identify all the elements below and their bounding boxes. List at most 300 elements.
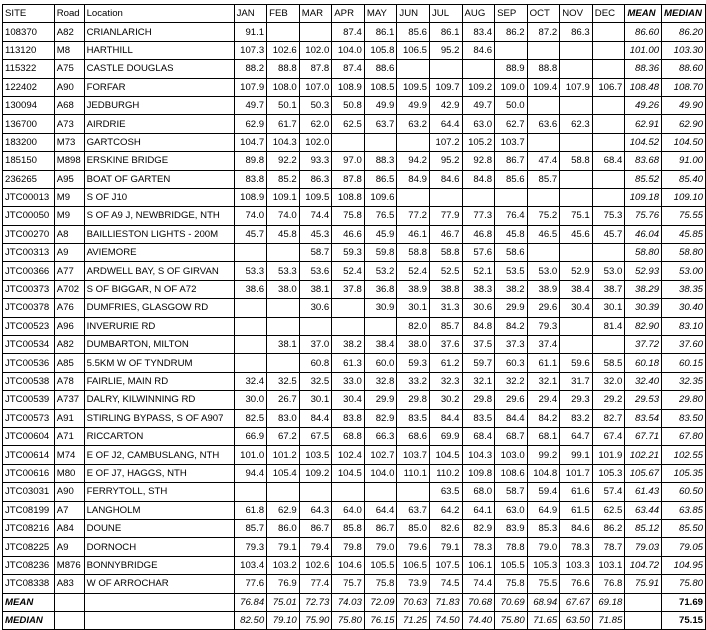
month-value-cell: 85.7 [527,170,560,188]
month-value-cell: 66.9 [234,427,267,445]
road-cell: A71 [54,427,84,445]
month-value-cell: 105.5 [495,556,528,574]
mean-cell: 79.03 [625,538,662,556]
month-value-cell: 105.5 [364,556,397,574]
mean-cell: 85.52 [625,170,662,188]
road-cell: A77 [54,262,84,280]
table-row [3,133,706,151]
month-value-cell: 29.4 [527,391,560,409]
road-cell: A8 [54,225,84,243]
table-row [3,519,706,537]
summary-cell: 75.01 [267,593,300,611]
month-value-cell [234,299,267,317]
location-cell: GARTCOSH [84,133,234,151]
mean-cell: 37.72 [625,336,662,354]
location-cell: CASTLE DOUGLAS [84,60,234,78]
mean-cell: 32.40 [625,372,662,390]
site-cell: JTC08199 [3,501,55,519]
month-value-cell: 107.5 [429,556,462,574]
month-value-cell: 64.1 [462,501,495,519]
mean-cell: 108.48 [625,78,662,96]
month-value-cell: 29.8 [397,391,430,409]
month-value-cell [429,188,462,206]
mean-cell: 61.43 [625,483,662,501]
median-cell: 75.55 [662,207,706,225]
month-value-cell: 61.1 [527,354,560,372]
mean-cell: 38.29 [625,280,662,298]
month-value-cell: 37.0 [299,336,332,354]
month-value-cell: 68.1 [527,427,560,445]
month-value-cell: 59.4 [527,483,560,501]
median-cell: 104.50 [662,133,706,151]
summary-cell: 63.50 [560,611,593,629]
month-value-cell: 75.8 [495,575,528,593]
month-value-cell: 76.5 [364,207,397,225]
table-row [3,244,706,262]
month-value-cell: 62.0 [299,115,332,133]
month-value-cell: 83.8 [234,170,267,188]
month-value-cell: 46.7 [429,225,462,243]
location-cell: LANGHOLM [84,501,234,519]
mean-cell: 104.52 [625,133,662,151]
month-value-cell [495,188,528,206]
month-value-cell: 79.1 [429,538,462,556]
median-cell: 30.40 [662,299,706,317]
month-value-cell: 67.2 [267,427,300,445]
month-value-cell: 73.9 [397,575,430,593]
month-value-cell: 75.1 [560,207,593,225]
month-value-cell: 46.1 [397,225,430,243]
median-cell: 83.10 [662,317,706,335]
month-value-cell [560,336,593,354]
road-cell: M876 [54,556,84,574]
month-value-cell: 91.1 [234,23,267,41]
month-value-cell [592,336,625,354]
month-value-cell: 38.7 [592,280,625,298]
month-value-cell: 109.4 [527,78,560,96]
month-value-cell: 104.5 [332,464,365,482]
month-value-cell: 50.0 [495,96,528,114]
month-value-cell: 36.8 [364,280,397,298]
table-row [3,556,706,574]
month-value-cell [592,115,625,133]
mean-cell: 60.18 [625,354,662,372]
month-value-cell: 38.9 [527,280,560,298]
site-cell: 236265 [3,170,55,188]
month-value-cell: 86.1 [364,23,397,41]
month-value-cell [560,244,593,262]
month-value-cell: 53.0 [527,262,560,280]
road-cell: M73 [54,133,84,151]
month-value-cell: 79.8 [332,538,365,556]
month-value-cell [234,244,267,262]
median-cell: 75.80 [662,575,706,593]
summary-cell: 75.80 [332,611,365,629]
month-value-cell: 69.9 [429,427,462,445]
month-value-cell: 37.3 [495,336,528,354]
month-value-cell: 38.2 [495,280,528,298]
overall-mean-value: 71.69 [662,593,706,611]
table-row [3,225,706,243]
location-cell: FORFAR [84,78,234,96]
site-cell: JTC00050 [3,207,55,225]
header-mean: MEAN [625,5,662,23]
site-cell: JTC00373 [3,280,55,298]
month-value-cell: 32.5 [267,372,300,390]
month-value-cell: 74.0 [267,207,300,225]
month-value-cell: 87.4 [332,23,365,41]
median-cell: 63.85 [662,501,706,519]
month-value-cell [560,41,593,59]
median-cell: 105.35 [662,464,706,482]
month-value-cell: 102.6 [267,41,300,59]
summary-row-mean [3,593,706,611]
month-value-cell: 49.9 [397,96,430,114]
road-cell: A9 [54,538,84,556]
month-value-cell: 74.4 [462,575,495,593]
month-value-cell: 83.5 [397,409,430,427]
month-value-cell: 53.2 [364,262,397,280]
month-value-cell [527,96,560,114]
month-value-cell: 30.1 [397,299,430,317]
month-value-cell: 38.1 [267,336,300,354]
road-cell: A73 [54,115,84,133]
table-row [3,115,706,133]
month-value-cell: 84.4 [429,409,462,427]
median-cell: 86.20 [662,23,706,41]
median-cell: 45.85 [662,225,706,243]
month-value-cell: 83.8 [332,409,365,427]
header-oct: OCT [527,5,560,23]
month-value-cell: 46.5 [527,225,560,243]
summary-cell: 71.85 [592,611,625,629]
month-value-cell: 63.7 [364,115,397,133]
header-row [3,5,706,23]
month-value-cell: 38.0 [267,280,300,298]
mean-cell: 83.68 [625,152,662,170]
month-value-cell: 84.4 [495,409,528,427]
month-value-cell: 102.0 [299,133,332,151]
median-cell: 49.90 [662,96,706,114]
month-value-cell: 61.5 [560,501,593,519]
median-cell: 85.50 [662,519,706,537]
median-cell: 60.50 [662,483,706,501]
median-cell: 60.15 [662,354,706,372]
month-value-cell: 101.2 [267,446,300,464]
location-cell: 5.5KM W OF TYNDRUM [84,354,234,372]
month-value-cell: 105.2 [462,133,495,151]
table-row [3,354,706,372]
month-value-cell: 46.8 [462,225,495,243]
median-cell: 29.80 [662,391,706,409]
month-value-cell: 86.5 [364,170,397,188]
road-cell: A95 [54,170,84,188]
month-value-cell: 76.6 [560,575,593,593]
site-cell: JTC00523 [3,317,55,335]
month-value-cell: 59.7 [462,354,495,372]
site-cell: JTC00270 [3,225,55,243]
month-value-cell [234,483,267,501]
location-cell: FAIRLIE, MAIN RD [84,372,234,390]
month-value-cell: 84.6 [560,519,593,537]
month-value-cell [332,133,365,151]
month-value-cell: 85.2 [267,170,300,188]
summary-cell: 67.67 [560,593,593,611]
mean-cell: 88.36 [625,60,662,78]
month-value-cell [332,483,365,501]
month-value-cell: 86.3 [299,170,332,188]
median-cell: 53.00 [662,262,706,280]
month-value-cell: 108.0 [267,78,300,96]
month-value-cell: 45.8 [495,225,528,243]
median-cell: 62.90 [662,115,706,133]
month-value-cell: 94.2 [397,152,430,170]
month-value-cell: 109.2 [462,78,495,96]
month-value-cell: 32.2 [495,372,528,390]
month-value-cell: 77.3 [462,207,495,225]
site-cell: 122402 [3,78,55,96]
table-row [3,483,706,501]
road-cell: M9 [54,207,84,225]
month-value-cell: 59.3 [332,244,365,262]
month-value-cell: 61.8 [234,501,267,519]
site-cell: JTC00378 [3,299,55,317]
month-value-cell: 38.8 [429,280,462,298]
month-value-cell: 103.4 [234,556,267,574]
month-value-cell: 68.4 [592,152,625,170]
month-value-cell: 64.7 [560,427,593,445]
summary-cell: 68.94 [527,593,560,611]
month-value-cell: 32.1 [527,372,560,390]
header-feb: FEB [267,5,300,23]
table-row [3,372,706,390]
month-value-cell: 79.0 [364,538,397,556]
month-value-cell: 79.0 [527,538,560,556]
road-cell: A85 [54,354,84,372]
site-cell: JTC08225 [3,538,55,556]
summary-cell: 74.03 [332,593,365,611]
median-cell: 102.55 [662,446,706,464]
table-row [3,575,706,593]
header-nov: NOV [560,5,593,23]
summary-cell: 71.83 [429,593,462,611]
month-value-cell [592,60,625,78]
location-cell: E OF J7, HAGGS, NTH [84,464,234,482]
summary-cell: 75.90 [299,611,332,629]
summary-cell [54,611,84,629]
mean-cell: 109.18 [625,188,662,206]
summary-cell: 74.50 [429,611,462,629]
table-footer [3,593,706,630]
month-value-cell: 53.3 [234,262,267,280]
month-value-cell: 86.0 [267,519,300,537]
summary-cell: 76.15 [364,611,397,629]
month-value-cell: 49.7 [234,96,267,114]
month-value-cell: 107.3 [234,41,267,59]
table-row [3,152,706,170]
month-value-cell [397,133,430,151]
month-value-cell: 64.3 [299,501,332,519]
mean-cell: 46.04 [625,225,662,243]
month-value-cell: 104.0 [364,464,397,482]
month-value-cell: 107.0 [299,78,332,96]
month-value-cell: 49.9 [364,96,397,114]
month-value-cell: 105.8 [364,41,397,59]
summary-cell: 72.09 [364,593,397,611]
median-cell: 79.05 [662,538,706,556]
month-value-cell: 30.1 [592,299,625,317]
month-value-cell: 110.2 [429,464,462,482]
month-value-cell: 84.2 [527,409,560,427]
summary-cell: 82.50 [234,611,267,629]
month-value-cell: 82.5 [234,409,267,427]
site-cell: 115322 [3,60,55,78]
road-cell: A96 [54,317,84,335]
month-value-cell: 95.2 [429,152,462,170]
month-value-cell [364,133,397,151]
month-value-cell: 52.4 [397,262,430,280]
mean-cell: 30.39 [625,299,662,317]
month-value-cell: 109.5 [299,188,332,206]
month-value-cell: 79.6 [397,538,430,556]
month-value-cell: 53.3 [267,262,300,280]
median-cell: 38.35 [662,280,706,298]
month-value-cell: 75.5 [527,575,560,593]
month-value-cell: 82.9 [462,519,495,537]
month-value-cell: 103.7 [397,446,430,464]
month-value-cell: 38.4 [560,280,593,298]
month-value-cell: 108.9 [234,188,267,206]
month-value-cell [299,483,332,501]
header-sep: SEP [495,5,528,23]
month-value-cell: 83.5 [462,409,495,427]
table-row [3,207,706,225]
month-value-cell: 88.9 [495,60,528,78]
summary-cell: 71.65 [527,611,560,629]
month-value-cell: 110.1 [397,464,430,482]
month-value-cell: 30.1 [299,391,332,409]
location-cell: STIRLING BYPASS, S OF A907 [84,409,234,427]
month-value-cell: 32.5 [299,372,332,390]
month-value-cell: 84.4 [299,409,332,427]
road-cell: A68 [54,96,84,114]
mean-cell: 58.80 [625,244,662,262]
month-value-cell: 74.5 [429,575,462,593]
month-value-cell: 60.0 [364,354,397,372]
month-value-cell: 82.9 [364,409,397,427]
month-value-cell: 29.6 [527,299,560,317]
month-value-cell [267,244,300,262]
month-value-cell [560,60,593,78]
road-cell: M80 [54,464,84,482]
month-value-cell: 77.9 [429,207,462,225]
location-cell: CRIANLARICH [84,23,234,41]
location-cell: BOAT OF GARTEN [84,170,234,188]
location-cell: HARTHILL [84,41,234,59]
month-value-cell [527,188,560,206]
month-value-cell: 32.0 [592,372,625,390]
table-row [3,464,706,482]
month-value-cell: 57.4 [592,483,625,501]
month-value-cell: 84.6 [429,170,462,188]
month-value-cell [560,96,593,114]
month-value-cell [592,41,625,59]
month-value-cell: 38.4 [364,336,397,354]
month-value-cell: 79.4 [299,538,332,556]
month-value-cell: 30.6 [299,299,332,317]
month-value-cell: 107.2 [429,133,462,151]
location-cell: S OF A9 J, NEWBRIDGE, NTH [84,207,234,225]
month-value-cell: 45.9 [364,225,397,243]
month-value-cell: 92.8 [462,152,495,170]
month-value-cell [592,188,625,206]
location-cell: JEDBURGH [84,96,234,114]
month-value-cell: 101.9 [592,446,625,464]
month-value-cell [560,317,593,335]
month-value-cell: 66.3 [364,427,397,445]
table-row [3,317,706,335]
month-value-cell: 47.4 [527,152,560,170]
month-value-cell: 37.8 [332,280,365,298]
month-value-cell: 109.1 [267,188,300,206]
month-value-cell [592,96,625,114]
median-cell: 37.60 [662,336,706,354]
mean-cell: 62.91 [625,115,662,133]
month-value-cell: 102.4 [332,446,365,464]
month-value-cell: 63.7 [397,501,430,519]
month-value-cell: 103.5 [299,446,332,464]
overall-median-value: 75.15 [662,611,706,629]
site-cell: 130094 [3,96,55,114]
month-value-cell: 68.0 [462,483,495,501]
road-cell: A90 [54,78,84,96]
month-value-cell: 67.5 [299,427,332,445]
mean-cell: 105.67 [625,464,662,482]
header-apr: APR [332,5,365,23]
month-value-cell: 106.5 [397,556,430,574]
month-value-cell [560,188,593,206]
month-value-cell: 88.8 [527,60,560,78]
month-value-cell: 58.7 [495,483,528,501]
location-cell: DALRY, KILWINNING RD [84,391,234,409]
table-row [3,170,706,188]
month-value-cell: 103.0 [495,446,528,464]
month-value-cell: 76.4 [495,207,528,225]
month-value-cell: 88.2 [234,60,267,78]
median-cell: 32.35 [662,372,706,390]
month-value-cell: 63.0 [495,501,528,519]
month-value-cell: 58.7 [299,244,332,262]
month-value-cell [267,483,300,501]
month-value-cell [397,188,430,206]
site-cell: 108370 [3,23,55,41]
month-value-cell: 64.4 [364,501,397,519]
month-value-cell: 42.9 [429,96,462,114]
month-value-cell: 45.8 [267,225,300,243]
month-value-cell: 29.3 [560,391,593,409]
summary-cell: 70.63 [397,593,430,611]
site-cell: 136700 [3,115,55,133]
month-value-cell: 78.8 [495,538,528,556]
month-value-cell: 86.2 [495,23,528,41]
road-cell: A82 [54,336,84,354]
site-cell: JTC00534 [3,336,55,354]
location-cell: DOUNE [84,519,234,537]
site-cell: JTC00366 [3,262,55,280]
month-value-cell [267,317,300,335]
month-value-cell [332,317,365,335]
month-value-cell: 89.8 [234,152,267,170]
